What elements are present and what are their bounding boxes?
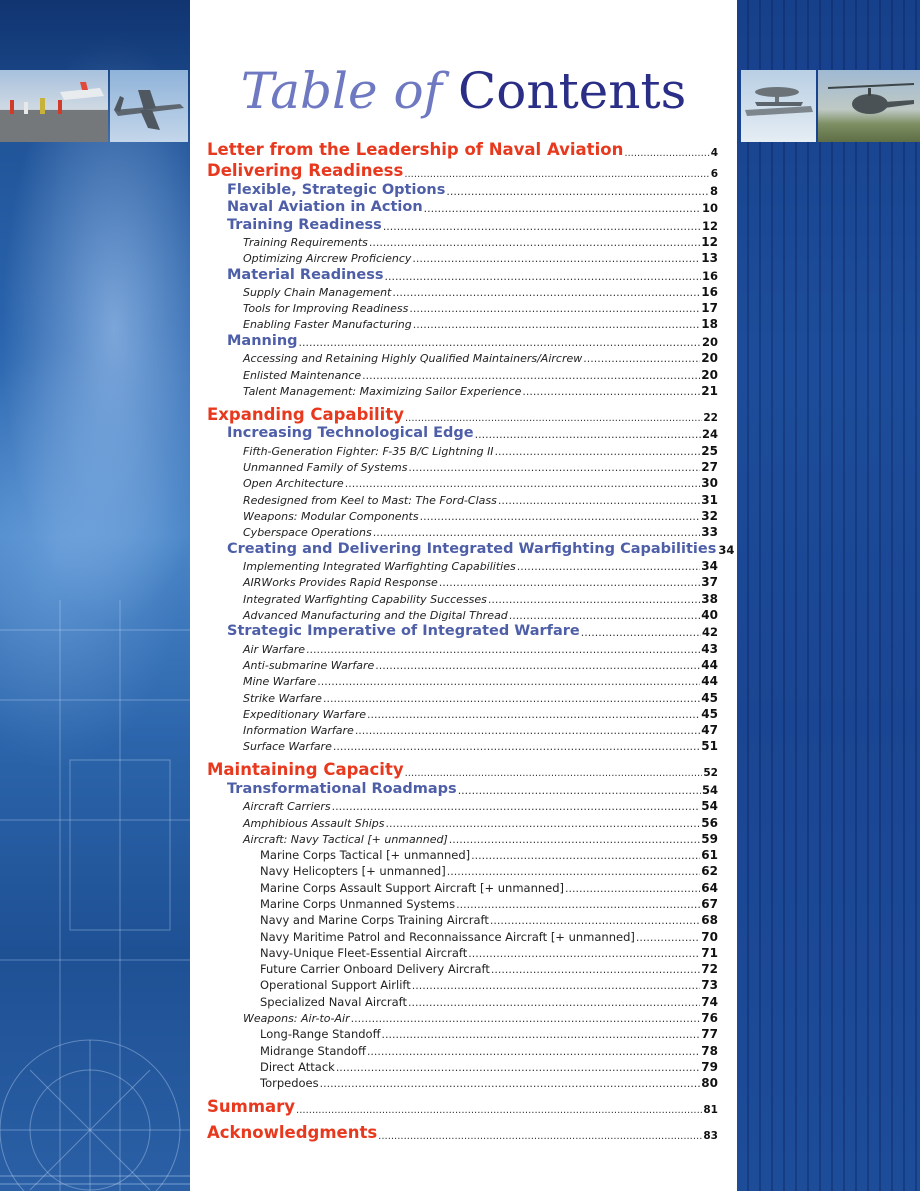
toc-entry-label: Transformational Roadmaps [227,780,457,797]
toc-entry-label: Redesigned from Keel to Mast: The Ford-Class [243,493,497,507]
right-background-band [737,0,920,1191]
toc-page-number: 64 [701,880,718,895]
page-title [190,56,737,126]
toc-dot-leader [498,494,700,507]
toc-entry-label: Training Readiness [227,216,382,233]
toc-dot-leader [367,708,700,721]
toc-entry-label: Talent Management: Maximizing Sailor Experience [243,384,522,398]
toc-entry-label: Enabling Faster Manufacturing [243,318,412,332]
toc-page-number: 25 [701,443,718,458]
toc-page-number: 45 [701,706,718,721]
toc-entry-label: Long-Range Standoff [260,1027,381,1042]
toc-topic-entry[interactable] [207,944,718,960]
toc-page-number: 20 [701,367,718,382]
toc-page-number: 27 [701,459,718,474]
toc-entry-label: Weapons: Modular Components [243,509,419,523]
toc-dot-leader [323,692,700,705]
toc-dot-leader [362,369,700,382]
toc-page-number: 62 [701,864,718,879]
toc-topic-entry[interactable] [207,349,718,365]
toc-entry-label: Supply Chain Management [243,285,392,299]
toc-dot-leader [624,148,709,159]
toc-page-number: 12 [701,234,718,249]
title-main-part: Contents [458,62,687,120]
toc-entry-label: Implementing Integrated Warfighting Capabilities [243,559,516,573]
toc-topic-entry[interactable] [207,960,718,976]
toc-dot-leader [456,898,700,911]
toc-page-number: 8 [709,183,718,198]
toc-topic-entry[interactable] [207,458,718,474]
cargo-aircraft-photo [110,70,188,142]
toc-page-number: 68 [701,913,718,928]
toc-entry-label: Strategic Imperative of Integrated Warfare [227,623,580,640]
toc-topic-entry[interactable] [207,672,718,688]
toc-entry-label: Manning [227,332,298,349]
toc-page-number: 16 [701,268,718,283]
toc-page-number: 31 [701,492,718,507]
toc-page-number: 6 [710,168,718,180]
toc-dot-leader [509,609,701,622]
toc-topic-entry[interactable] [207,656,718,672]
toc-dot-leader [490,914,700,927]
toc-page-number: 71 [701,945,718,960]
toc-subsection-entry[interactable] [207,779,718,797]
toc-entry-label: Marine Corps Assault Support Aircraft [+ unmanned] [260,880,565,895]
toc-dot-leader [405,768,703,779]
toc-entry-label: Navy-Unique Fleet-Essential Aircraft [260,945,468,960]
toc-page-number: 81 [703,1104,718,1117]
toc-entry-label: Weapons: Air-to-Air [243,1012,350,1026]
toc-topic-entry[interactable] [207,830,718,846]
toc-entry-label: Acknowledgments [207,1123,378,1143]
toc-page-number: 30 [701,476,718,491]
toc-dot-leader [392,286,700,299]
toc-topic-entry[interactable] [207,1074,718,1090]
toc-page-number: 76 [701,1011,718,1026]
left-background-band [0,0,190,1191]
toc-subsection-entry[interactable] [207,180,718,198]
toc-section-entry[interactable] [207,1095,718,1116]
toc-topic-entry[interactable] [207,813,718,829]
toc-topic-entry[interactable] [207,557,718,573]
toc-topic-entry[interactable] [207,737,718,753]
toc-page-number: 47 [701,723,718,738]
toc-dot-leader [296,1105,702,1116]
toc-dot-leader [409,302,700,315]
toc-topic-entry[interactable] [207,911,718,927]
toc-page-number: 54 [701,799,718,814]
toc-dot-leader [306,643,700,656]
toc-topic-entry[interactable] [207,976,718,992]
toc-dot-leader [412,979,701,992]
toc-section-entry[interactable] [207,138,718,159]
toc-page-number: 83 [703,1130,718,1143]
toc-entry-label: Increasing Technological Edge [227,425,474,442]
toc-topic-entry[interactable] [207,283,718,299]
carrier-deck-photo [0,70,108,142]
toc-topic-entry[interactable] [207,249,718,265]
toc-dot-leader [420,510,701,523]
toc-entry-label: Specialized Naval Aircraft [260,994,408,1009]
toc-subsection-entry[interactable] [207,539,735,557]
toc-dot-leader [408,461,700,474]
toc-topic-entry[interactable] [207,589,718,605]
toc-topic-entry[interactable] [207,705,718,721]
toc-page-number: 43 [701,641,718,656]
toc-page-number: 32 [701,508,718,523]
toc-page-number: 21 [701,383,718,398]
toc-entry-label: Marine Corps Tactical [+ unmanned] [260,848,471,863]
toc-page-number: 38 [701,591,718,606]
toc-entry-label: Unmanned Family of Systems [243,460,408,474]
toc-entry-label: Expeditionary Warfare [243,707,367,721]
toc-page-number: 18 [701,317,718,332]
toc-topic-entry[interactable] [207,573,718,589]
toc-dot-leader [386,817,701,830]
toc-dot-leader [475,428,701,441]
toc-topic-entry[interactable] [207,1058,718,1074]
toc-entry-label: Amphibious Assault Ships [243,816,385,830]
toc-dot-leader [439,576,701,589]
toc-entry-label: Air Warfare [243,642,306,656]
toc-entry-label: Marine Corps Unmanned Systems [260,897,456,911]
toc-page-number: 22 [703,411,718,424]
toc-dot-leader [412,252,700,265]
toc-page-number: 20 [701,334,718,349]
toc-section-entry[interactable] [207,1121,718,1142]
toc-entry-label: Flexible, Strategic Options [227,181,446,198]
toc-topic-entry[interactable] [207,1041,718,1057]
toc-dot-leader [471,849,700,862]
toc-dot-leader [373,526,701,539]
toc-dot-leader [355,724,700,737]
toc-dot-leader [413,318,701,331]
toc-dot-leader [491,963,700,976]
toc-dot-leader [447,865,701,878]
toc-entry-label: Aircraft Carriers [243,800,331,814]
toc-page-number: 10 [701,201,718,215]
toc-dot-leader [317,675,700,688]
toc-section-entry[interactable] [207,159,718,180]
toc-topic-entry[interactable] [207,1025,718,1041]
toc-dot-leader [299,336,701,349]
toc-page-number: 37 [701,575,718,590]
toc-entry-label: Direct Attack [260,1059,335,1074]
toc-entry-label: Advanced Manufacturing and the Digital Thread [243,608,508,622]
content-page [190,0,737,1191]
toc-topic-entry[interactable] [207,1009,718,1025]
toc-dot-leader [383,220,701,233]
toc-topic-entry[interactable] [207,315,718,331]
toc-page-number: 24 [701,427,718,442]
toc-section-entry[interactable] [207,403,718,424]
toc-page-number: 44 [701,674,718,689]
toc-dot-leader [495,445,701,458]
toc-topic-entry[interactable] [207,507,718,523]
toc-dot-leader [351,1012,701,1025]
toc-entry-label: Open Architecture [243,477,344,491]
blueprint-grid-decoration [0,0,190,1191]
toc-page-number: 61 [701,848,718,863]
toc-dot-leader [424,202,701,215]
toc-topic-entry[interactable] [207,474,718,490]
toc-topic-entry[interactable] [207,927,718,943]
toc-page-number: 40 [701,607,718,622]
toc-entry-label: Naval Aviation in Action [227,199,423,215]
toc-topic-entry[interactable] [207,688,718,704]
toc-page-number: 34 [701,558,718,573]
toc-dot-leader [458,784,701,797]
toc-entry-label: Strike Warfare [243,691,322,705]
toc-topic-entry[interactable] [207,606,718,622]
toc-subsection-entry[interactable] [207,265,718,283]
toc-dot-leader [583,352,700,365]
toc-entry-label: Letter from the Leadership of Naval Aviation [207,140,624,159]
toc-entry-label: Delivering Readiness [207,161,404,180]
toc-entry-label: Future Carrier Onboard Delivery Aircraft [260,962,490,977]
toc-topic-entry[interactable] [207,895,718,911]
toc-subsection-entry[interactable] [207,622,718,640]
toc-entry-label: Navy and Marine Corps Training Aircraft [260,913,489,928]
toc-dot-leader [565,882,700,895]
toc-dot-leader [405,413,702,424]
toc-dot-leader [488,593,700,606]
table-of-contents [207,138,735,1143]
toc-topic-entry[interactable] [207,490,718,506]
toc-entry-label: Torpedoes [260,1076,319,1091]
toc-dot-leader [378,1131,702,1142]
toc-page-number: 45 [701,690,718,705]
e2-hawkeye-photo [741,70,816,142]
toc-page-number: 70 [701,929,718,944]
toc-dot-leader [446,185,709,198]
title-italic-part: Table of [240,62,443,120]
toc-page-number: 79 [701,1059,718,1074]
toc-entry-label: Navy Helicopters [+ unmanned] [260,864,446,879]
toc-entry-label: Operational Support Airlift [260,978,411,993]
toc-dot-leader [468,947,700,960]
toc-page-number: 51 [701,739,718,754]
toc-page-number: 74 [701,994,718,1009]
toc-topic-entry[interactable] [207,441,718,457]
toc-entry-label: Navy Maritime Patrol and Reconnaissance Aircraft [+ unmanned] [260,929,635,944]
toc-dot-leader [332,800,701,813]
toc-entry-label: Summary [207,1097,296,1117]
toc-topic-entry[interactable] [207,365,718,381]
toc-page-number: 54 [701,782,718,797]
toc-page-number: 80 [701,1076,718,1091]
toc-topic-entry[interactable] [207,382,718,398]
toc-entry-label: Fifth-Generation Fighter: F-35 B/C Lightning II [243,444,494,458]
toc-subsection-entry[interactable] [207,424,718,442]
toc-dot-leader [367,1045,700,1058]
toc-page-number: 59 [701,831,718,846]
toc-page-number: 20 [701,351,718,366]
toc-dot-leader [320,1077,701,1090]
toc-entry-label: Training Requirements [243,235,368,249]
toc-dot-leader [522,385,700,398]
toc-section-entry[interactable] [207,758,718,779]
toc-entry-label: Mine Warfare [243,675,317,689]
toc-dot-leader [345,477,701,490]
toc-page-number: 56 [701,815,718,830]
toc-subsection-entry[interactable] [207,198,718,216]
toc-topic-entry[interactable] [207,233,718,249]
toc-dot-leader [636,931,700,944]
toc-entry-label: Cyberspace Operations [243,526,372,540]
toc-entry-label: Anti-submarine Warfare [243,658,375,672]
toc-page-number: 4 [710,147,718,159]
toc-dot-leader [333,740,700,753]
toc-page-number: 13 [701,251,718,266]
toc-topic-entry[interactable] [207,299,718,315]
toc-entry-label: Tools for Improving Readiness [243,302,409,316]
toc-topic-entry[interactable] [207,639,718,655]
toc-entry-label: Accessing and Retaining Highly Qualified Maintainers/Aircrew [243,352,583,366]
toc-dot-leader [382,1028,701,1041]
toc-page-number: 52 [703,767,718,780]
toc-topic-entry[interactable] [207,721,718,737]
toc-topic-entry[interactable] [207,878,718,894]
toc-subsection-entry[interactable] [207,331,718,349]
toc-entry-label: Integrated Warfighting Capability Successes [243,592,487,606]
toc-topic-entry[interactable] [207,797,718,813]
toc-page-number: 78 [701,1043,718,1058]
toc-dot-leader [404,169,709,180]
toc-entry-label: AIRWorks Provides Rapid Response [243,576,438,590]
toc-page-number: 12 [701,218,718,233]
toc-subsection-entry[interactable] [207,215,718,233]
toc-entry-label: Aircraft: Navy Tactical [+ unmanned] [243,832,448,846]
helicopter-photo [818,70,920,142]
toc-page-number: 44 [701,657,718,672]
toc-dot-leader [449,833,701,846]
toc-entry-label: Surface Warfare [243,740,332,754]
toc-entry-label: Maintaining Capacity [207,760,404,780]
toc-page-number: 17 [701,301,718,316]
toc-entry-label: Enlisted Maintenance [243,368,362,382]
toc-dot-leader [375,659,700,672]
toc-page-number: 73 [701,978,718,993]
toc-topic-entry[interactable] [207,523,718,539]
toc-dot-leader [517,560,701,573]
toc-page-number: 42 [701,625,718,640]
toc-page-number: 67 [701,897,718,911]
toc-dot-leader [384,270,701,283]
toc-entry-label: Creating and Delivering Integrated Warfighting Capabilities [227,540,717,557]
toc-entry-label: Expanding Capability [207,404,404,424]
toc-page-number: 34 [718,542,735,557]
toc-entry-label: Midrange Standoff [260,1043,366,1058]
toc-entry-label: Optimizing Aircrew Proficiency [243,252,412,266]
toc-dot-leader [581,626,701,639]
toc-page-number: 72 [701,962,718,977]
toc-topic-entry[interactable] [207,862,718,878]
toc-dot-leader [369,236,700,249]
toc-dot-leader [336,1061,700,1074]
toc-topic-entry[interactable] [207,846,718,862]
toc-page-number: 77 [701,1027,718,1042]
toc-page-number: 33 [701,525,718,540]
toc-entry-label: Material Readiness [227,266,384,283]
toc-topic-entry[interactable] [207,992,718,1008]
toc-dot-leader [408,996,700,1009]
toc-page-number: 16 [701,284,718,299]
toc-entry-label: Information Warfare [243,724,354,738]
